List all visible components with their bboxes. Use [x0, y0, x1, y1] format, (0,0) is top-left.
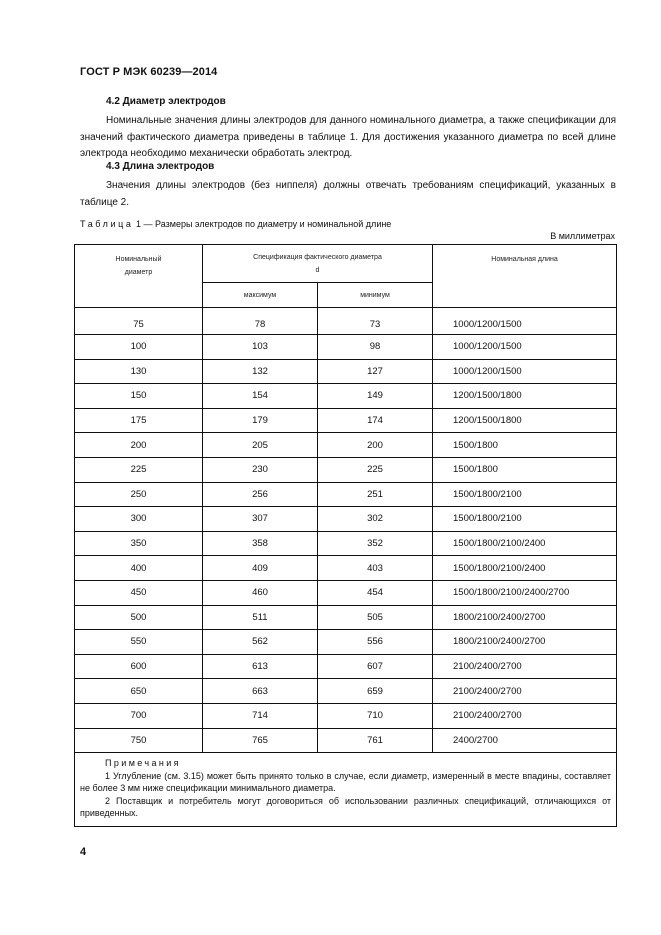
table-caption-text: 1 — Размеры электродов по диаметру и номинальной длине	[136, 219, 392, 229]
cell-nominal-length: 1500/1800	[433, 457, 617, 482]
cell-nominal-diameter: 150	[75, 384, 203, 409]
cell-nominal-length: 1500/1800/2100/2400	[433, 556, 617, 581]
cell-min: 174	[318, 408, 433, 433]
cell-nominal-length: 1000/1200/1500	[433, 308, 617, 335]
cell-nominal-diameter: 200	[75, 433, 203, 458]
cell-max: 78	[203, 308, 318, 335]
cell-min: 149	[318, 384, 433, 409]
table-row	[75, 359, 617, 384]
cell-nominal-diameter: 100	[75, 335, 203, 360]
cell-min: 251	[318, 482, 433, 507]
cell-nominal-length: 1500/1800/2100/2400/2700	[433, 580, 617, 605]
notes-row	[75, 753, 617, 827]
cell-nominal-length: 1500/1800/2100/2400	[433, 531, 617, 556]
cell-nominal-length: 1200/1500/1800	[433, 384, 617, 409]
cell-max: 613	[203, 654, 318, 679]
header-diameter-spec-symbol: d	[315, 266, 320, 274]
cell-nominal-length: 2400/2700	[433, 728, 617, 753]
table-caption-label: Таблица	[80, 219, 134, 229]
table-row	[75, 728, 617, 753]
cell-min: 607	[318, 654, 433, 679]
page-number: 4	[80, 846, 87, 858]
cell-nominal-diameter: 130	[75, 359, 203, 384]
table-row	[75, 384, 617, 409]
table-row	[75, 433, 617, 458]
cell-nominal-diameter: 75	[75, 308, 203, 335]
table-units: В миллиметрах	[550, 231, 615, 241]
table-row	[75, 531, 617, 556]
header-min: минимум	[318, 283, 433, 308]
cell-min: 352	[318, 531, 433, 556]
cell-nominal-diameter: 175	[75, 408, 203, 433]
cell-max: 179	[203, 408, 318, 433]
section-4-3-title: 4.3 Длина электродов	[106, 161, 215, 172]
cell-nominal-length: 2100/2400/2700	[433, 679, 617, 704]
cell-nominal-length: 1800/2100/2400/2700	[433, 630, 617, 655]
cell-max: 307	[203, 507, 318, 532]
cell-max: 358	[203, 531, 318, 556]
cell-nominal-diameter: 750	[75, 728, 203, 753]
table-row	[75, 703, 617, 728]
header-diameter-spec	[203, 245, 433, 283]
cell-min: 659	[318, 679, 433, 704]
cell-nominal-diameter: 300	[75, 507, 203, 532]
cell-max: 256	[203, 482, 318, 507]
cell-min: 454	[318, 580, 433, 605]
cell-min: 225	[318, 457, 433, 482]
cell-max: 230	[203, 457, 318, 482]
cell-max: 460	[203, 580, 318, 605]
cell-nominal-length: 1800/2100/2400/2700	[433, 605, 617, 630]
header-max: максимум	[203, 283, 318, 308]
section-4-3-text: Значения длины электродов (без ниппеля) должны отвечать требованиям спецификаций, указанных в таблице 2.	[80, 180, 616, 208]
cell-nominal-length: 1200/1500/1800	[433, 408, 617, 433]
cell-min: 505	[318, 605, 433, 630]
cell-nominal-diameter: 500	[75, 605, 203, 630]
cell-min: 302	[318, 507, 433, 532]
table-row	[75, 482, 617, 507]
cell-nominal-length: 1500/1800/2100	[433, 482, 617, 507]
cell-max: 511	[203, 605, 318, 630]
cell-max: 409	[203, 556, 318, 581]
table-caption	[80, 219, 391, 229]
cell-nominal-diameter: 450	[75, 580, 203, 605]
cell-max: 154	[203, 384, 318, 409]
table-row	[75, 556, 617, 581]
cell-nominal-diameter: 400	[75, 556, 203, 581]
table-row	[75, 605, 617, 630]
cell-nominal-length: 1000/1200/1500	[433, 359, 617, 384]
cell-max: 132	[203, 359, 318, 384]
table-notes	[75, 753, 617, 827]
cell-max: 765	[203, 728, 318, 753]
header-nominal-length: Номинальная длина	[433, 245, 617, 308]
cell-min: 200	[318, 433, 433, 458]
cell-max: 103	[203, 335, 318, 360]
cell-nominal-diameter: 550	[75, 630, 203, 655]
cell-max: 714	[203, 703, 318, 728]
notes-title: Примечания	[105, 758, 181, 769]
cell-nominal-length: 2100/2400/2700	[433, 654, 617, 679]
cell-nominal-length: 1000/1200/1500	[433, 335, 617, 360]
cell-min: 127	[318, 359, 433, 384]
cell-nominal-diameter: 600	[75, 654, 203, 679]
cell-nominal-diameter: 250	[75, 482, 203, 507]
table-row	[75, 507, 617, 532]
table-row	[75, 679, 617, 704]
cell-min: 556	[318, 630, 433, 655]
note-1: 1 Углубление (см. 3.15) может быть принято только в случае, если диаметр, измеренный в месте впадины, составляет не более 3 мм ниже спецификации минимального диаметра.	[80, 770, 612, 794]
cell-nominal-length: 2100/2400/2700	[433, 703, 617, 728]
cell-max: 205	[203, 433, 318, 458]
table-row	[75, 654, 617, 679]
cell-nominal-diameter: 650	[75, 679, 203, 704]
cell-min: 73	[318, 308, 433, 335]
cell-nominal-length: 1500/1800	[433, 433, 617, 458]
document-header: ГОСТ Р МЭК 60239—2014	[80, 66, 218, 78]
table-row	[75, 580, 617, 605]
cell-max: 562	[203, 630, 318, 655]
table-row	[75, 457, 617, 482]
cell-nominal-length: 1500/1800/2100	[433, 507, 617, 532]
header-diameter-spec-title: Спецификация фактического диаметра	[253, 253, 382, 261]
cell-min: 403	[318, 556, 433, 581]
section-4-2-text: Номинальные значения длины электродов для данного номинального диаметра, а также спецификации для значений фактического диаметра приведены в таблице 1. Для достижения указанного диаметра по всей длине электрода необходимо механически обработать электрод.	[80, 115, 616, 159]
table-row	[75, 308, 617, 335]
header-nominal-diameter: Номинальный диаметр	[75, 245, 203, 308]
cell-max: 663	[203, 679, 318, 704]
table-row	[75, 630, 617, 655]
cell-nominal-diameter: 350	[75, 531, 203, 556]
note-2: 2 Поставщик и потребитель могут договориться об использовании различных спецификаций, отличающихся от приведенных.	[80, 795, 612, 819]
electrode-dimensions-table	[74, 244, 617, 827]
cell-nominal-diameter: 700	[75, 703, 203, 728]
cell-min: 710	[318, 703, 433, 728]
section-4-2-title: 4.2 Диаметр электродов	[106, 96, 226, 107]
table-row	[75, 408, 617, 433]
cell-nominal-diameter: 225	[75, 457, 203, 482]
table-row	[75, 335, 617, 360]
cell-min: 98	[318, 335, 433, 360]
cell-min: 761	[318, 728, 433, 753]
